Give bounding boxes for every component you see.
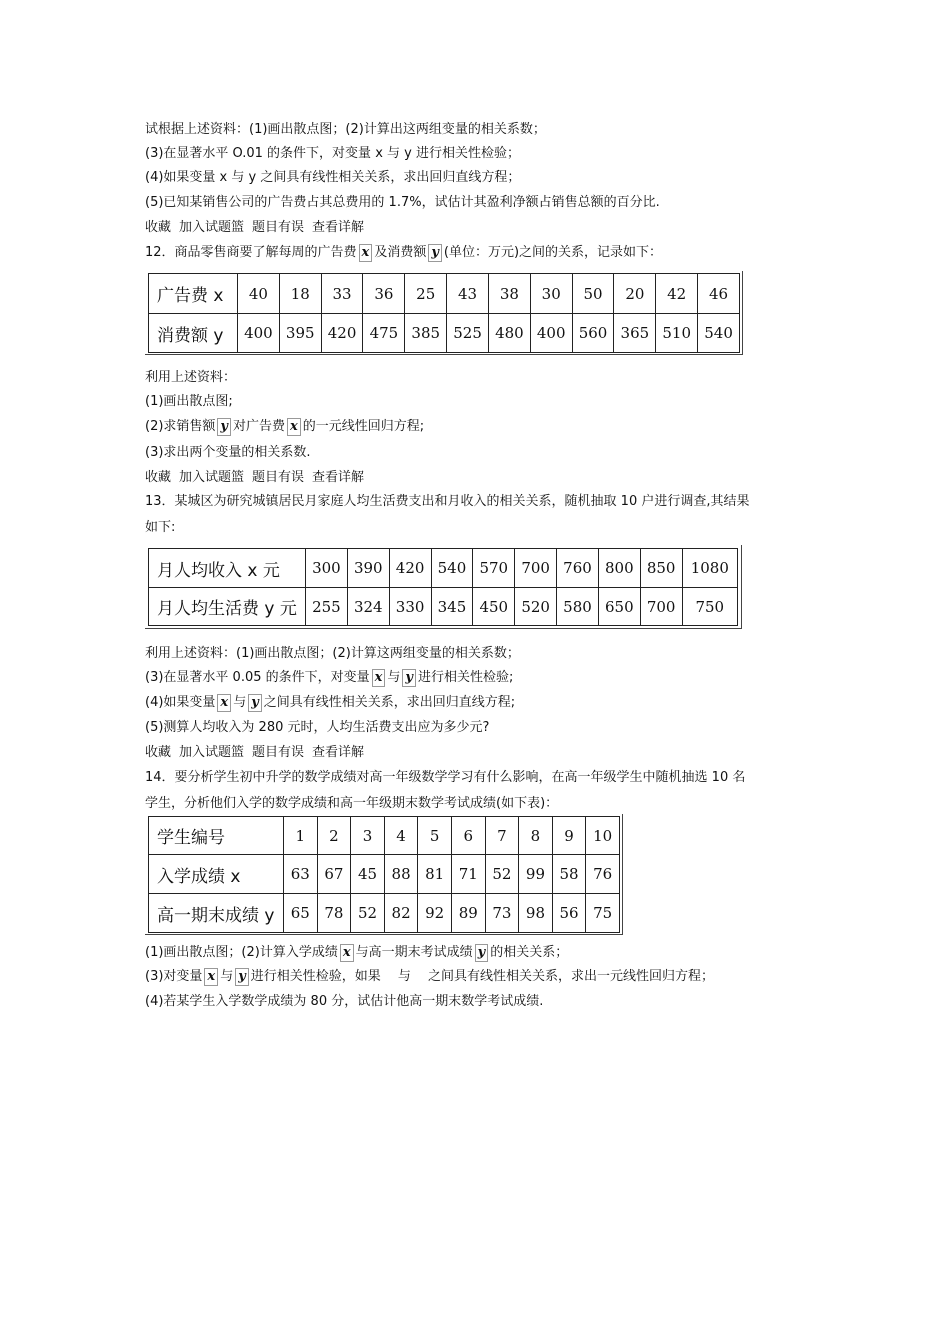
table-cell: 570 (473, 549, 515, 588)
table-cell: 20 (614, 274, 656, 314)
view-detail-link[interactable]: 查看详解 (312, 220, 365, 235)
table-cell: 300 (306, 549, 348, 588)
p14-q1-text-a: (1)画出散点图；(2)计算入学成绩 (145, 945, 338, 960)
var-y-symbol: y (475, 944, 489, 962)
table-cell: 78 (317, 894, 351, 933)
add-basket-link[interactable]: 加入试题篮 (179, 745, 245, 760)
p11-line-3: (4)如果变量 x 与 y 之间具有线性相关关系，求出回归直线方程； (145, 170, 521, 185)
p14-q3-text-a: (3)对变量 (145, 969, 203, 984)
var-y-symbol: y (428, 244, 442, 262)
table-cell: 73 (485, 894, 519, 933)
table-cell: 255 (306, 588, 348, 626)
table-cell: 45 (351, 855, 385, 894)
p13-actions (145, 744, 372, 762)
table-cell: 330 (389, 588, 431, 626)
table-cell: 475 (363, 314, 405, 353)
var-x-symbol: x (340, 944, 354, 962)
table-cell: 3 (351, 817, 385, 855)
add-basket-link[interactable]: 加入试题篮 (179, 220, 245, 235)
p14-q1 (145, 944, 568, 962)
table-cell: 5 (418, 817, 452, 855)
table-cell: 63 (284, 855, 318, 894)
table-cell: 760 (557, 549, 599, 588)
table-cell: 43 (447, 274, 489, 314)
table-cell: 345 (431, 588, 473, 626)
table-cell: 71 (451, 855, 485, 894)
p12-intro-text-a: 12．商品零售商要了解每周的广告费 (145, 245, 357, 260)
table-cell: 42 (656, 274, 698, 314)
table-cell: 395 (279, 314, 321, 353)
p12-row2-label: 消费额 y (149, 314, 238, 353)
table-cell: 30 (530, 274, 572, 314)
table-cell: 65 (284, 894, 318, 933)
p11-line-1: 试根据上述资料：(1)画出散点图；(2)计算出这两组变量的相关系数； (145, 122, 546, 137)
var-x-symbol: x (204, 968, 218, 986)
table-cell: 480 (488, 314, 530, 353)
p14-intro-2: 学生，分析他们入学的数学成绩和高一年级期末数学考试成绩(如下表)： (145, 796, 559, 811)
report-error-link[interactable]: 题目有误 (252, 220, 305, 235)
var-x-symbol: x (287, 418, 301, 436)
p13-intro-1: 13．某城区为研究城镇居民月家庭人均生活费支出和月收入的相关关系，随机抽取 10 户进行调查,其结果 (145, 494, 750, 509)
table-cell: 800 (598, 549, 640, 588)
table-cell: 81 (418, 855, 452, 894)
p13-q3-text-b: 与 (387, 670, 401, 685)
p12-actions (145, 469, 372, 487)
table-cell: 10 (586, 817, 620, 855)
p14-row2-label: 入学成绩 x (149, 855, 284, 894)
table-cell: 98 (519, 894, 553, 933)
p13-q4 (145, 694, 515, 712)
table-cell: 650 (598, 588, 640, 626)
p13-q4-text-c: 之间具有线性相关关系，求出回归直线方程; (263, 695, 516, 710)
table-cell: 365 (614, 314, 656, 353)
table-cell: 25 (405, 274, 447, 314)
table-cell: 540 (431, 549, 473, 588)
table-cell: 40 (238, 274, 280, 314)
table-cell: 52 (351, 894, 385, 933)
table-cell: 700 (640, 588, 682, 626)
p12-q2 (145, 418, 424, 436)
table-cell: 540 (698, 314, 740, 353)
p13-q4-text-a: (4)如果变量 (145, 695, 216, 710)
p12-q2-text-c: 的一元线性回归方程; (302, 419, 425, 434)
p12-q0: 利用上述资料： (145, 370, 237, 385)
p12-row1-label: 广告费 x (149, 274, 238, 314)
table-cell: 1080 (682, 549, 737, 588)
p12-q3: (3)求出两个变量的相关系数. (145, 445, 311, 460)
collect-link[interactable]: 收藏 (145, 220, 172, 235)
table-cell: 850 (640, 549, 682, 588)
table-cell: 1 (284, 817, 318, 855)
p13-q4-text-b: 与 (233, 695, 247, 710)
var-y-symbol: y (235, 968, 249, 986)
p14-intro-1: 14．要分析学生初中升学的数学成绩对高一年级数学学习有什么影响，在高一年级学生中随机抽选 10 名 (145, 770, 746, 785)
table-cell: 33 (321, 274, 363, 314)
p12-table (148, 273, 740, 353)
var-x-symbol: x (359, 244, 373, 262)
table-cell: 8 (519, 817, 553, 855)
table-cell: 450 (473, 588, 515, 626)
p11-line-2: (3)在显著水平 O.01 的条件下，对变量 x 与 y 进行相关性检验； (145, 146, 520, 161)
table-cell: 18 (279, 274, 321, 314)
table-cell: 76 (586, 855, 620, 894)
p14-q3-text-c: 进行相关性检验，如果 与 之间具有线性相关关系，求出一元线性回归方程； (250, 969, 715, 984)
table-cell: 420 (321, 314, 363, 353)
table-cell: 520 (515, 588, 557, 626)
table-cell: 400 (238, 314, 280, 353)
table-cell: 750 (682, 588, 737, 626)
var-x-symbol: x (217, 694, 231, 712)
table-cell: 510 (656, 314, 698, 353)
table-cell: 324 (347, 588, 389, 626)
table-cell: 36 (363, 274, 405, 314)
var-x-symbol: x (372, 669, 386, 687)
p13-table (148, 548, 738, 626)
add-basket-link[interactable]: 加入试题篮 (179, 470, 245, 485)
table-cell: 560 (572, 314, 614, 353)
p14-row3-label: 高一期末成绩 y (149, 894, 284, 933)
table-cell: 50 (572, 274, 614, 314)
p13-q3-text-a: (3)在显著水平 0.05 的条件下，对变量 (145, 670, 370, 685)
table-cell: 88 (384, 855, 418, 894)
p13-q0: 利用上述资料：(1)画出散点图；(2)计算这两组变量的相关系数； (145, 646, 520, 661)
table-cell: 420 (389, 549, 431, 588)
table-cell: 7 (485, 817, 519, 855)
table-cell: 46 (698, 274, 740, 314)
p13-q5: (5)测算人均收入为 280 元时，人均生活费支出应为多少元? (145, 720, 490, 735)
p12-q2-text-b: 对广告费 (232, 419, 285, 434)
table-cell: 700 (515, 549, 557, 588)
report-error-link[interactable]: 题目有误 (252, 745, 305, 760)
table-cell: 89 (451, 894, 485, 933)
table-cell: 2 (317, 817, 351, 855)
p14-table (148, 816, 620, 933)
table-cell: 385 (405, 314, 447, 353)
p11-actions (145, 219, 372, 237)
table-cell: 6 (451, 817, 485, 855)
p14-row1-label: 学生编号 (149, 817, 284, 855)
p14-q3 (145, 968, 714, 986)
table-cell: 525 (447, 314, 489, 353)
table-cell: 56 (552, 894, 586, 933)
p14-q1-text-b: 与高一期末考试成绩 (355, 945, 473, 960)
view-detail-link[interactable]: 查看详解 (312, 745, 365, 760)
table-cell: 400 (530, 314, 572, 353)
table-cell: 58 (552, 855, 586, 894)
p13-row2-label: 月人均生活费 y 元 (149, 588, 306, 626)
report-error-link[interactable]: 题目有误 (252, 470, 305, 485)
p12-intro (145, 244, 662, 262)
p12-intro-text-c: (单位：万元)之间的关系，记录如下： (443, 245, 663, 260)
p14-q4: (4)若某学生入学数学成绩为 80 分，试估计他高一期末数学考试成绩. (145, 994, 544, 1009)
p13-intro-2: 如下: (145, 520, 176, 535)
collect-link[interactable]: 收藏 (145, 470, 172, 485)
table-cell: 580 (557, 588, 599, 626)
table-cell: 99 (519, 855, 553, 894)
view-detail-link[interactable]: 查看详解 (312, 470, 365, 485)
table-cell: 67 (317, 855, 351, 894)
table-cell: 9 (552, 817, 586, 855)
p11-line-4: (5)已知某销售公司的广告费占其总费用的 1.7%，试估计其盈利净额占销售总额的百分比. (145, 195, 660, 210)
collect-link[interactable]: 收藏 (145, 745, 172, 760)
var-y-symbol: y (248, 694, 262, 712)
p13-q3 (145, 669, 513, 687)
table-cell: 4 (384, 817, 418, 855)
table-cell: 92 (418, 894, 452, 933)
p14-q3-text-b: 与 (220, 969, 234, 984)
var-y-symbol: y (217, 418, 231, 436)
p13-row1-label: 月人均收入 x 元 (149, 549, 306, 588)
table-cell: 390 (347, 549, 389, 588)
table-cell: 75 (586, 894, 620, 933)
table-cell: 82 (384, 894, 418, 933)
p12-q1: (1)画出散点图; (145, 394, 233, 409)
p14-q1-text-c: 的相关关系； (490, 945, 569, 960)
p12-intro-text-b: 及消费额 (374, 245, 427, 260)
p12-q2-text-a: (2)求销售额 (145, 419, 216, 434)
table-cell: 38 (488, 274, 530, 314)
p13-q3-text-c: 进行相关性检验; (417, 670, 514, 685)
var-y-symbol: y (402, 669, 416, 687)
table-cell: 52 (485, 855, 519, 894)
